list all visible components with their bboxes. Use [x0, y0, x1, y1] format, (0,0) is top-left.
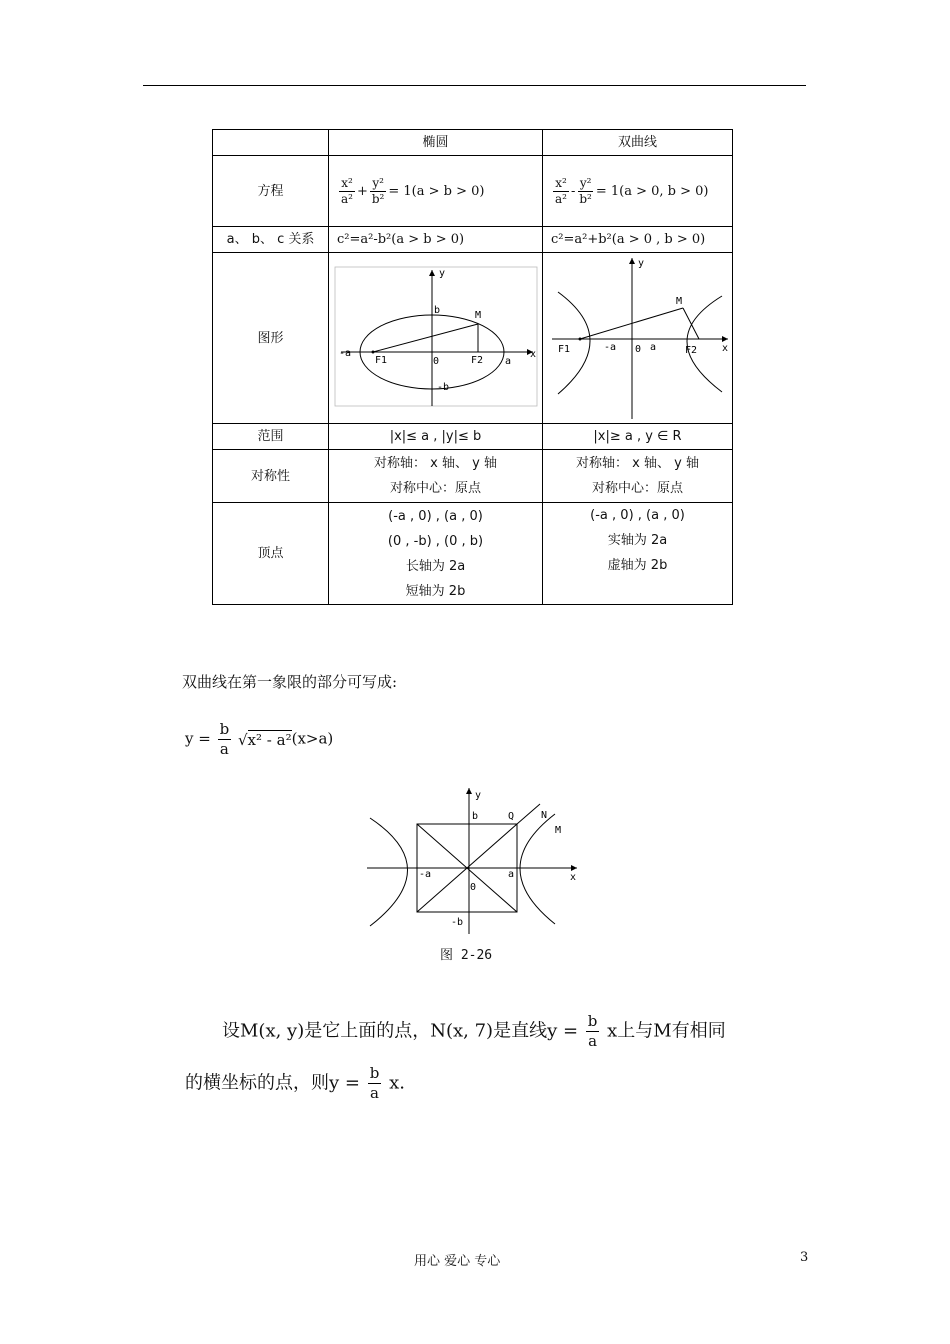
label-relation: a、 b、 c 关系 — [213, 227, 329, 253]
paragraph-definition: 设M(x, y)是它上面的点，N(x, 7)是直线y = $\frac{b}{a}$ x上与M有相同 — [222, 1012, 726, 1050]
svg-text:-a: -a — [419, 869, 432, 880]
ellipse-range: |x|≤ a , |y|≤ b — [329, 424, 543, 450]
svg-text:F2: F2 — [684, 345, 697, 356]
svg-text:F2: F2 — [470, 354, 483, 366]
svg-text:M: M — [675, 296, 682, 307]
svg-text:F1: F1 — [374, 354, 387, 366]
svg-text:F1: F1 — [557, 344, 570, 355]
svg-text:a: a — [508, 869, 515, 880]
hyperbola-relation: c²=a²+b²(a > 0 , b > 0) — [543, 227, 733, 253]
ellipse-symmetry: 对称轴： x 轴、 y 轴 对称中心：原点 — [329, 450, 543, 503]
ellipse-relation: c²=a²-b²(a > b > 0) — [329, 227, 543, 253]
label-symmetry: 对称性 — [213, 450, 329, 503]
ellipse-vertex: (-a , 0) , (a , 0) (0 , -b) , (0 , b) 长轴为 2a 短轴为 2b — [329, 503, 543, 605]
header-empty — [213, 130, 329, 156]
label-range: 范围 — [213, 424, 329, 450]
hyperbola-equation: $\frac{\text{x²}}{\text{a²}}$ - $\frac{\text{y²}}{\text{b²}}$ = 1(a > 0, b > 0) — [543, 156, 733, 227]
hyperbola-symmetry: 对称轴： x 轴、 y 轴 对称中心：原点 — [543, 450, 733, 503]
svg-text:0: 0 — [470, 882, 477, 893]
label-equation: 方程 — [213, 156, 329, 227]
svg-text:b: b — [433, 304, 440, 316]
svg-text:y: y — [438, 267, 445, 279]
page-number: 3 — [800, 1250, 809, 1265]
svg-text:-b: -b — [451, 917, 464, 928]
svg-text:0: 0 — [432, 355, 439, 367]
footer-text: 用心 爱心 专心 — [414, 1254, 501, 1269]
formula-line: y = $\frac{b}{a}$ √x² - a²(x>a) — [185, 720, 334, 758]
svg-text:-a: -a — [603, 342, 616, 353]
paragraph-conclusion: 的横坐标的点，则y = $\frac{b}{a}$ x. — [185, 1064, 405, 1102]
hyperbola-vertex: (-a , 0) , (a , 0) 实轴为 2a 虚轴为 2b — [543, 503, 733, 605]
hyperbola-range: |x|≥ a , y ∈ R — [543, 424, 733, 450]
hyperbola-graph — [543, 253, 733, 424]
svg-text:y: y — [475, 790, 482, 801]
header-rule — [143, 85, 806, 86]
svg-text:y: y — [637, 258, 644, 269]
svg-text:-a: -a — [338, 347, 351, 359]
label-vertex: 顶点 — [213, 503, 329, 605]
paragraph-first-quadrant: 双曲线在第一象限的部分可写成: — [182, 673, 398, 691]
svg-text:a: a — [649, 342, 656, 353]
svg-text:b: b — [472, 811, 479, 822]
svg-text:x: x — [570, 872, 577, 883]
figure-caption: 图 2-26 — [440, 948, 493, 963]
svg-text:-b: -b — [436, 381, 449, 393]
ellipse-graph — [329, 253, 543, 424]
svg-text:Q: Q — [508, 811, 515, 822]
ellipse-equation: $\frac{\text{x²}}{\text{a²}}$ + $\frac{\text{y²}}{\text{b²}}$ = 1(a > b > 0) — [329, 156, 543, 227]
svg-text:x: x — [721, 343, 728, 354]
svg-text:M: M — [474, 309, 481, 321]
svg-text:0: 0 — [634, 344, 641, 355]
label-graph: 图形 — [213, 253, 329, 424]
comparison-table — [212, 129, 733, 605]
svg-text:x: x — [529, 348, 536, 360]
svg-text:N: N — [541, 810, 548, 821]
header-hyperbola: 双曲线 — [543, 130, 733, 156]
svg-text:M: M — [555, 825, 562, 836]
svg-text:a: a — [504, 355, 511, 367]
figure-2-26 — [365, 784, 585, 938]
header-ellipse: 椭圆 — [329, 130, 543, 156]
